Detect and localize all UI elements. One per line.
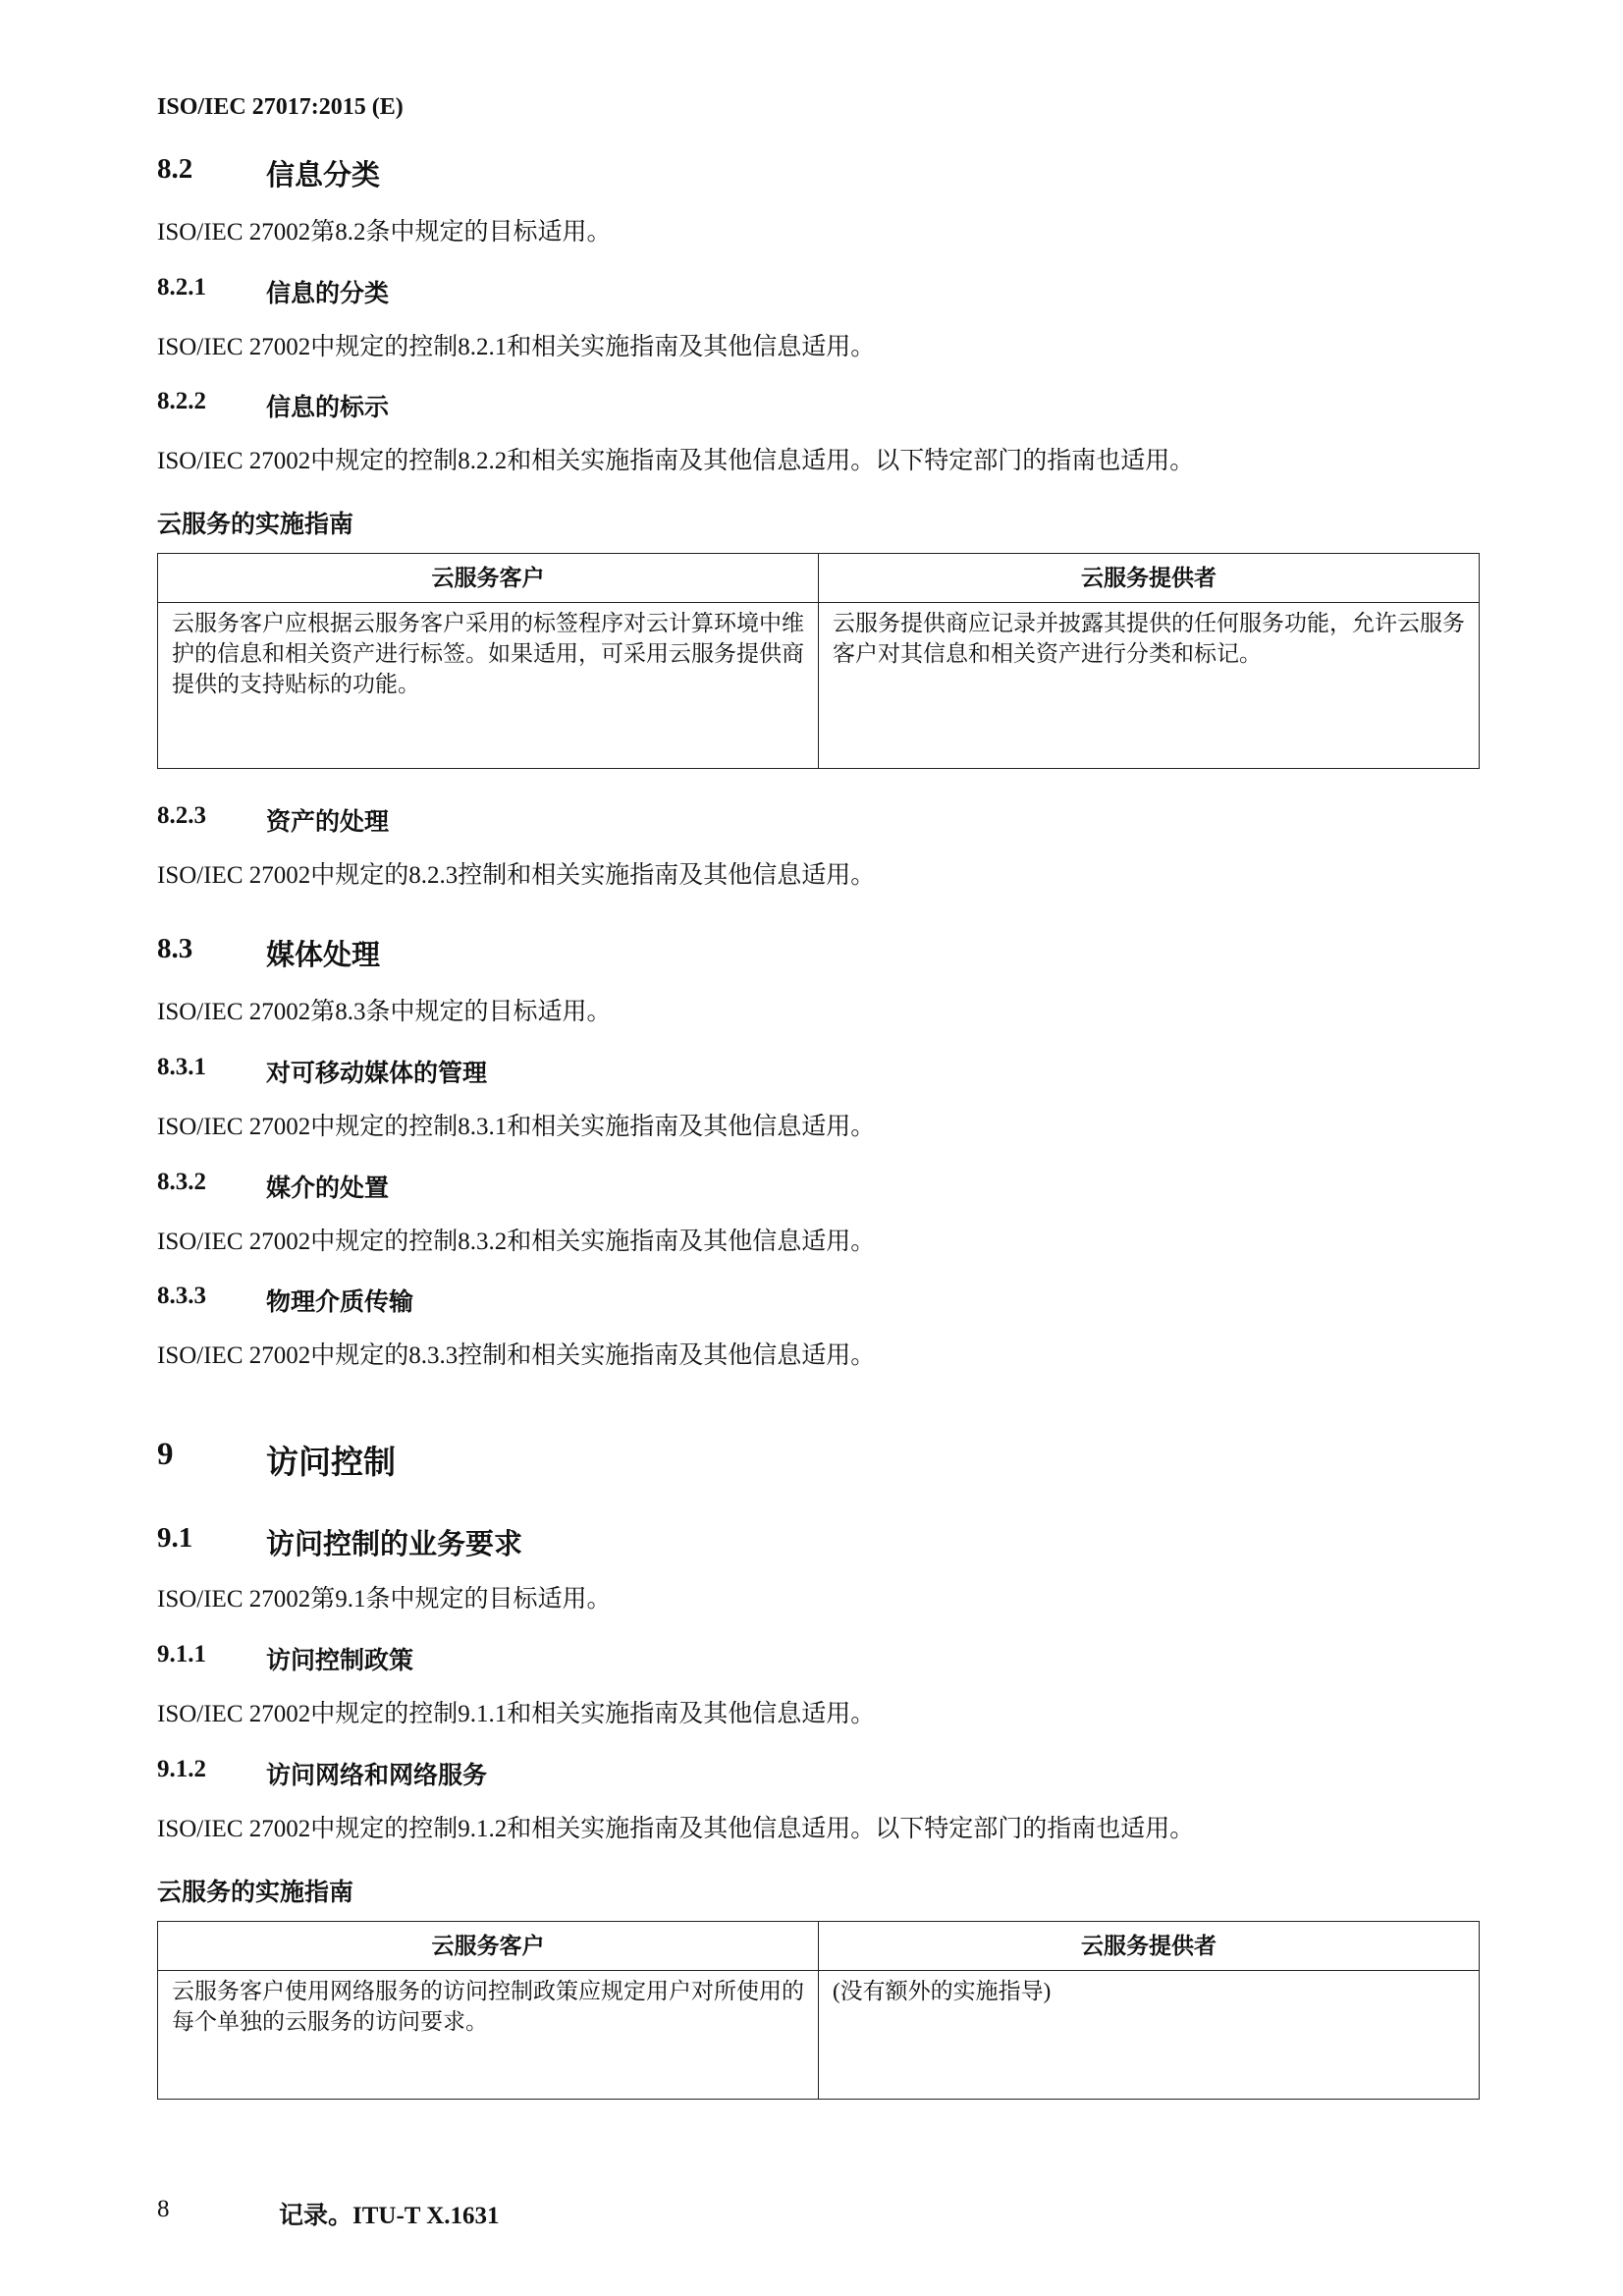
section-title: 访问控制政策 [266,1648,414,1674]
provider-guidance-cell: (没有额外的实施指导) [819,1971,1480,2100]
section-8-2-1-text: ISO/IEC 27002中规定的控制8.2.1和相关实施指南及其他信息适用。 [157,334,876,360]
section-number: 8.3.2 [157,1169,206,1195]
section-title: 信息分类 [266,160,381,191]
section-number: 8.2.1 [157,274,206,301]
guidance-table-1 [157,553,1480,769]
section-9-1-1-text: ISO/IEC 27002中规定的控制9.1.1和相关实施指南及其他信息适用。 [157,1701,876,1727]
section-title: 资产的处理 [266,809,390,836]
section-number: 8.3 [157,933,193,964]
provider-guidance-cell: 云服务提供商应记录并披露其提供的任何服务功能，允许云服务客户对其信息和相关资产进行分类和标记。 [819,603,1480,769]
section-8-3-2-text: ISO/IEC 27002中规定的控制8.3.2和相关实施指南及其他信息适用。 [157,1229,876,1255]
section-8-3-text: ISO/IEC 27002第8.3条中规定的目标适用。 [157,999,612,1025]
section-title: 访问网络和网络服务 [266,1763,488,1789]
section-number: 9 [157,1437,174,1472]
section-8-2-3-text: ISO/IEC 27002中规定的8.2.3控制和相关实施指南及其他信息适用。 [157,862,876,889]
section-number: 9.1 [157,1522,193,1554]
column-header-customer: 云服务客户 [158,1922,819,1971]
section-title: 访问控制的业务要求 [266,1529,523,1560]
section-8-3-3-text: ISO/IEC 27002中规定的8.3.3控制和相关实施指南及其他信息适用。 [157,1342,876,1369]
section-title: 访问控制 [266,1446,396,1481]
section-title: 信息的标示 [266,395,390,421]
section-title: 信息的分类 [266,281,390,307]
guidance-table-2 [157,1921,1480,2100]
section-number: 8.3.1 [157,1054,206,1080]
page-number: 8 [157,2196,170,2222]
section-8-2-text: ISO/IEC 27002第8.2条中规定的目标适用。 [157,219,612,246]
section-9-1-2-text: ISO/IEC 27002中规定的控制9.1.2和相关实施指南及其他信息适用。以下特定部门的指南也适用。 [157,1816,1195,1842]
column-header-provider: 云服务提供者 [819,554,1480,603]
document-header: ISO/IEC 27017:2015 (E) [157,94,404,120]
section-number: 9.1.1 [157,1641,206,1667]
table-2-label: 云服务的实施指南 [157,1880,354,1906]
section-title: 媒体处理 [266,940,381,971]
section-number: 8.2.2 [157,388,206,414]
section-9-1-text: ISO/IEC 27002第9.1条中规定的目标适用。 [157,1586,612,1613]
section-title: 物理介质传输 [266,1289,414,1316]
section-8-3-1-text: ISO/IEC 27002中规定的控制8.3.1和相关实施指南及其他信息适用。 [157,1114,876,1140]
section-number: 8.3.3 [157,1283,206,1309]
column-header-customer: 云服务客户 [158,554,819,603]
section-number: 8.2.3 [157,802,206,829]
section-number: 8.2 [157,153,193,185]
section-title: 对可移动媒体的管理 [266,1061,488,1087]
customer-guidance-cell: 云服务客户使用网络服务的访问控制政策应规定用户对所使用的每个单独的云服务的访问要求。 [158,1971,819,2100]
section-title: 媒介的处置 [266,1175,390,1202]
table-1-label: 云服务的实施指南 [157,512,354,538]
footer-text: 记录。ITU-T X.1631 [279,2203,500,2229]
column-header-provider: 云服务提供者 [819,1922,1480,1971]
customer-guidance-cell: 云服务客户应根据云服务客户采用的标签程序对云计算环境中维护的信息和相关资产进行标签。如果适用，可采用云服务提供商提供的支持贴标的功能。 [158,603,819,769]
section-number: 9.1.2 [157,1756,206,1782]
section-8-2-2-text: ISO/IEC 27002中规定的控制8.2.2和相关实施指南及其他信息适用。以下特定部门的指南也适用。 [157,448,1195,474]
